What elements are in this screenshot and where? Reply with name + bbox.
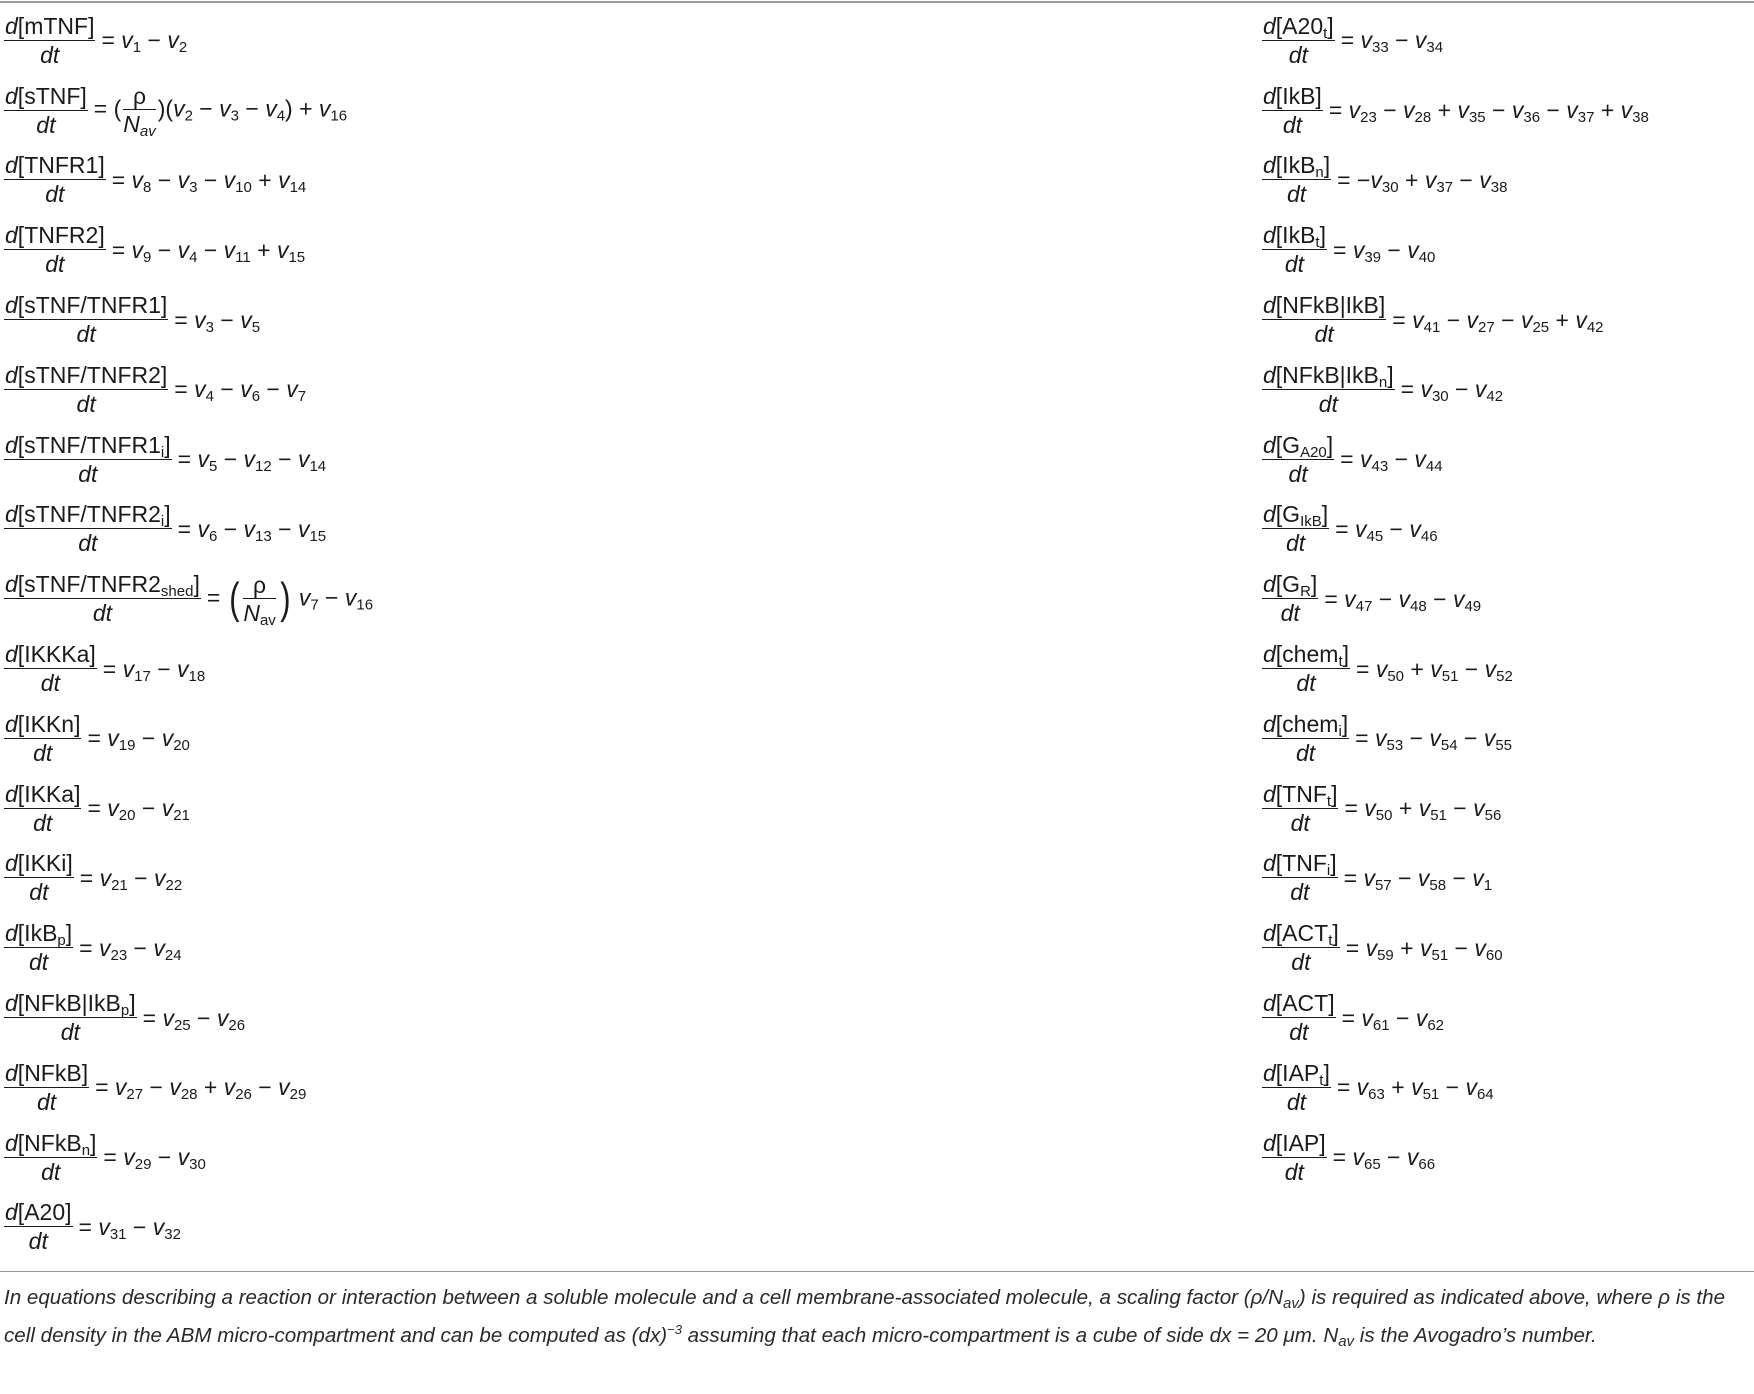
derivative-fraction: $\frac{d[G_{IkB}]}{dt}$ xyxy=(1263,501,1329,557)
rate-expression: = $v_3 - v_5$ xyxy=(174,306,261,336)
derivative-fraction: $\frac{\text{d[TNFR2]}}{dt}$ xyxy=(5,222,105,278)
equation-stnf xyxy=(4,76,373,146)
rate-expression: = $v_{50} + v_{51} - v_{52}$ xyxy=(1356,655,1513,685)
rate-expression: = $v_{33} - v_{34}$ xyxy=(1340,27,1444,57)
rate-expression: = $v_{63} + v_{51} - v_{64}$ xyxy=(1336,1074,1494,1104)
rate-expression: = $v_{21} - v_{22}$ xyxy=(79,864,183,894)
rate-expression: = $v_1 - v_2$ xyxy=(101,27,188,57)
derivative-fraction: $\frac{d[G_{A20}]}{dt}$ xyxy=(1263,431,1334,487)
rate-expression: = $v_{19} - v_{20}$ xyxy=(87,725,190,755)
rate-expression: = $v_9 - v_4 - v_{11} + v_{15}$ xyxy=(111,236,306,266)
derivative-fraction: $\frac{d[IAP_t]}{dt}$ xyxy=(1263,1059,1330,1115)
species-label: A20 xyxy=(24,1199,66,1226)
equation-ikbt xyxy=(1262,215,1649,285)
derivative-fraction: $\frac{d[TNF_i]}{dt}$ xyxy=(1263,850,1337,906)
rate-expression: = $v_8 - v_3 - v_{10} + v_{14}$ xyxy=(111,166,307,196)
equation-nfkb-ikb xyxy=(1262,285,1649,355)
equation-nfkb-ikbp xyxy=(4,983,373,1053)
rate-expression: = $v_{30} - v_{42}$ xyxy=(1400,376,1504,406)
species-label: sTNF xyxy=(24,82,81,109)
equation-ikka xyxy=(4,774,373,844)
rate-expression: = $v_{59} + v_{51} - v_{60}$ xyxy=(1345,934,1503,964)
derivative-fraction: $\frac{d[TNF_t]}{dt}$ xyxy=(1263,780,1338,836)
scaling-factor: ρ $N_{av}$ xyxy=(123,83,156,141)
equation-ikkka xyxy=(4,634,373,704)
derivative-fraction: $\frac{\text{d[mTNF]}}{dt}$ xyxy=(5,12,95,68)
derivative-fraction: $\frac{d[NFkB_n]}{dt}$ xyxy=(5,1129,97,1185)
equation-stnf-tnfr1i xyxy=(4,425,373,495)
equation-tnft xyxy=(1262,774,1649,844)
derivative-fraction: $\frac{d[chem_t]}{dt}$ xyxy=(1263,641,1349,697)
equation-ikki xyxy=(4,844,373,914)
derivative-fraction: $\frac{\text{d[IKKa]}}{dt}$ xyxy=(5,780,81,836)
equation-ga20 xyxy=(1262,425,1649,495)
table-bottom-rule xyxy=(0,1271,1754,1272)
rate-expression: = $v_{65} - v_{66}$ xyxy=(1332,1144,1436,1174)
rate-expression: = $v_{25} - v_{26}$ xyxy=(142,1004,246,1034)
derivative-fraction: $\frac{d[A20]}{dt}$ xyxy=(5,1199,72,1255)
derivative-fraction: $\frac{\text{d[ACT]}}{dt}$ xyxy=(1263,990,1335,1046)
equation-gr xyxy=(1262,564,1649,634)
derivative-fraction: $\frac{d[IkB_p]}{dt}$ xyxy=(5,920,73,976)
equation-ikkn xyxy=(4,704,373,774)
equation-a20 xyxy=(4,1193,373,1263)
rate-expression: = $v_6 - v_{13} - v_{15}$ xyxy=(177,515,327,545)
rate-expression: = ( ρ $N_{av}$ ) $v_7 - v_{16}$ xyxy=(206,571,374,629)
equation-nfkbn xyxy=(4,1123,373,1193)
equation-stnf-tnfr1 xyxy=(4,285,373,355)
species-label: IAP xyxy=(1282,1129,1320,1156)
rate-expression: = $v_{20} - v_{21}$ xyxy=(87,795,190,825)
species-label: NFkB|IkB xyxy=(1282,292,1379,319)
rate-expression: = ( ρ $N_{av}$ )$(v_2 - v_3 - v_4) + v_{16}$ xyxy=(93,83,348,141)
derivative-fraction: $\frac{d[NFkB|IkB_p]}{dt}$ xyxy=(5,990,136,1046)
species-label: IKKn xyxy=(24,710,75,737)
derivative-fraction: $\frac{d[chem_i]}{dt}$ xyxy=(1263,710,1349,766)
rate-expression: = $v_{50} + v_{51} - v_{56}$ xyxy=(1344,795,1502,825)
species-label: TNFR1 xyxy=(24,152,99,179)
equation-stnf-tnfr2 xyxy=(4,355,373,425)
derivative-fraction: $\frac{\text{d[IKKi]}}{dt}$ xyxy=(5,850,73,906)
derivative-fraction: $\frac{\text{d[IAP]}}{dt}$ xyxy=(1263,1129,1326,1185)
rate-expression: = $v_{41} - v_{27} - v_{25} + v_{42}$ xyxy=(1392,306,1604,336)
equation-chemt xyxy=(1262,634,1649,704)
derivative-fraction: $\frac{\text{d[IKKKa]}}{dt}$ xyxy=(5,641,96,697)
equation-actt xyxy=(1262,913,1649,983)
equation-gikb xyxy=(1262,495,1649,565)
rate-expression: = $v_{57} - v_{58} - v_1$ xyxy=(1343,864,1493,894)
table-top-rule xyxy=(0,1,1754,3)
rate-expression: = $v_{17} - v_{18}$ xyxy=(102,655,206,685)
species-label: TNFR2 xyxy=(24,222,99,249)
derivative-fraction: $\frac{\text{d[sTNF/TNFR1]}}{dt}$ xyxy=(5,292,168,348)
species-label: mTNF xyxy=(24,12,89,39)
derivative-fraction: $\frac{d[G_R]}{dt}$ xyxy=(1263,571,1318,627)
species-label: IKKa xyxy=(24,780,75,807)
species-label: IKKKa xyxy=(24,641,90,668)
equation-act xyxy=(1262,983,1649,1053)
equation-stnf-tnfr2shed xyxy=(4,564,373,634)
species-label: sTNF/TNFR1 xyxy=(24,292,161,319)
equation-tnfr1 xyxy=(4,146,373,216)
equation-ikb xyxy=(1262,76,1649,146)
table-footnote: In equations describing a reaction or interaction between a soluble molecule and a cell membrane-associated molecule, a scaling factor $(\rho/N_{av})$ is required as indicated above, where ρ is the cell density in the ABM micro-compartment and can be computed as (dx)$^{-3}$ assuming that each micro-compartment is a cube of side dx = 20 μm. $N_{av}$ is the Avogadro’s number. xyxy=(4,1286,1726,1350)
derivative-fraction: $\frac{d[NFkB|IkB_n]}{dt}$ xyxy=(1263,361,1394,417)
species-label: IKKi xyxy=(24,850,67,877)
rate-expression: = $v_{45} - v_{46}$ xyxy=(1335,515,1438,545)
derivative-fraction: $\frac{\text{d[IkB]}}{dt}$ xyxy=(1263,82,1322,138)
derivative-fraction: $\frac{\text{d[TNFR1]}}{dt}$ xyxy=(5,152,105,208)
rate-expression: = $v_{29} - v_{30}$ xyxy=(103,1144,206,1174)
equation-ikbp xyxy=(4,913,373,983)
equation-tnfr2 xyxy=(4,215,373,285)
rate-expression: = $v_{53} - v_{54} - v_{55}$ xyxy=(1355,725,1512,755)
rate-expression: = $v_{61} - v_{62}$ xyxy=(1341,1004,1444,1034)
species-label: IkB xyxy=(1282,82,1316,109)
equation-a20t xyxy=(1262,6,1649,76)
rate-expression: = $v_{23} - v_{24}$ xyxy=(79,934,182,964)
scaling-factor: ρ $N_{av}$ xyxy=(243,571,276,629)
rate-expression: = $v_{23} - v_{28} + v_{35} - v_{36} - v_{37} + v_{38}$ xyxy=(1328,97,1649,127)
equation-ikbn xyxy=(1262,146,1649,216)
equation-nfkb xyxy=(4,1053,373,1123)
derivative-fraction: $\frac{d[ACT_t]}{dt}$ xyxy=(1263,920,1339,976)
derivative-fraction: $\frac{d[sTNF/TNFR2_i]}{dt}$ xyxy=(5,501,171,557)
derivative-fraction: $\frac{d[sTNF/TNFR1_i]}{dt}$ xyxy=(5,431,171,487)
species-label: NFkB xyxy=(24,1059,82,1086)
equation-iap xyxy=(1262,1123,1649,1193)
species-label: sTNF/TNFR2 xyxy=(24,361,161,388)
equation-nfkb-ikbn xyxy=(1262,355,1649,425)
equations-right-column xyxy=(1262,6,1649,1193)
equation-stnf-tnfr2i xyxy=(4,495,373,565)
derivative-fraction: $\frac{d[IkB_t]}{dt}$ xyxy=(1263,222,1326,278)
derivative-fraction: $\frac{d[A20_t]}{dt}$ xyxy=(1263,12,1334,68)
rate-expression: = $v_5 - v_{12} - v_{14}$ xyxy=(177,446,327,476)
derivative-fraction: $\frac{\text{d[sTNF]}}{dt}$ xyxy=(5,82,87,138)
rate-expression: = $v_{43} - v_{44}$ xyxy=(1340,446,1443,476)
equations-left-column xyxy=(4,6,373,1262)
equation-mtnf xyxy=(4,6,373,76)
derivative-fraction: $\frac{\text{d[IKKn]}}{dt}$ xyxy=(5,710,81,766)
rate-expression: = $v_{27} - v_{28} + v_{26} - v_{29}$ xyxy=(95,1074,307,1104)
rate-expression: = $v_{39} - v_{40}$ xyxy=(1332,236,1436,266)
derivative-fraction: $\frac{\text{d[sTNF/TNFR2]}}{dt}$ xyxy=(5,361,168,417)
rate-expression: = $v_{47} - v_{48} - v_{49}$ xyxy=(1324,585,1482,615)
equation-chemi xyxy=(1262,704,1649,774)
derivative-fraction: $\frac{d[sTNF/TNFR2_{shed}]}{dt}$ xyxy=(5,571,200,627)
derivative-fraction: $\frac{d[IkB_n]}{dt}$ xyxy=(1263,152,1331,208)
equation-iapt xyxy=(1262,1053,1649,1123)
equation-tnfi xyxy=(1262,844,1649,914)
rate-expression: = $-v_{30} + v_{37} - v_{38}$ xyxy=(1337,166,1508,196)
species-label: ACT xyxy=(1282,990,1329,1017)
rate-expression: = $v_{31} - v_{32}$ xyxy=(78,1213,181,1243)
derivative-fraction: $\frac{\text{d[NFkB|IkB]}}{dt}$ xyxy=(1263,292,1386,348)
derivative-fraction: $\frac{\text{d[NFkB]}}{dt}$ xyxy=(5,1059,89,1115)
rate-expression: = $v_4 - v_6 - v_7$ xyxy=(174,376,307,406)
